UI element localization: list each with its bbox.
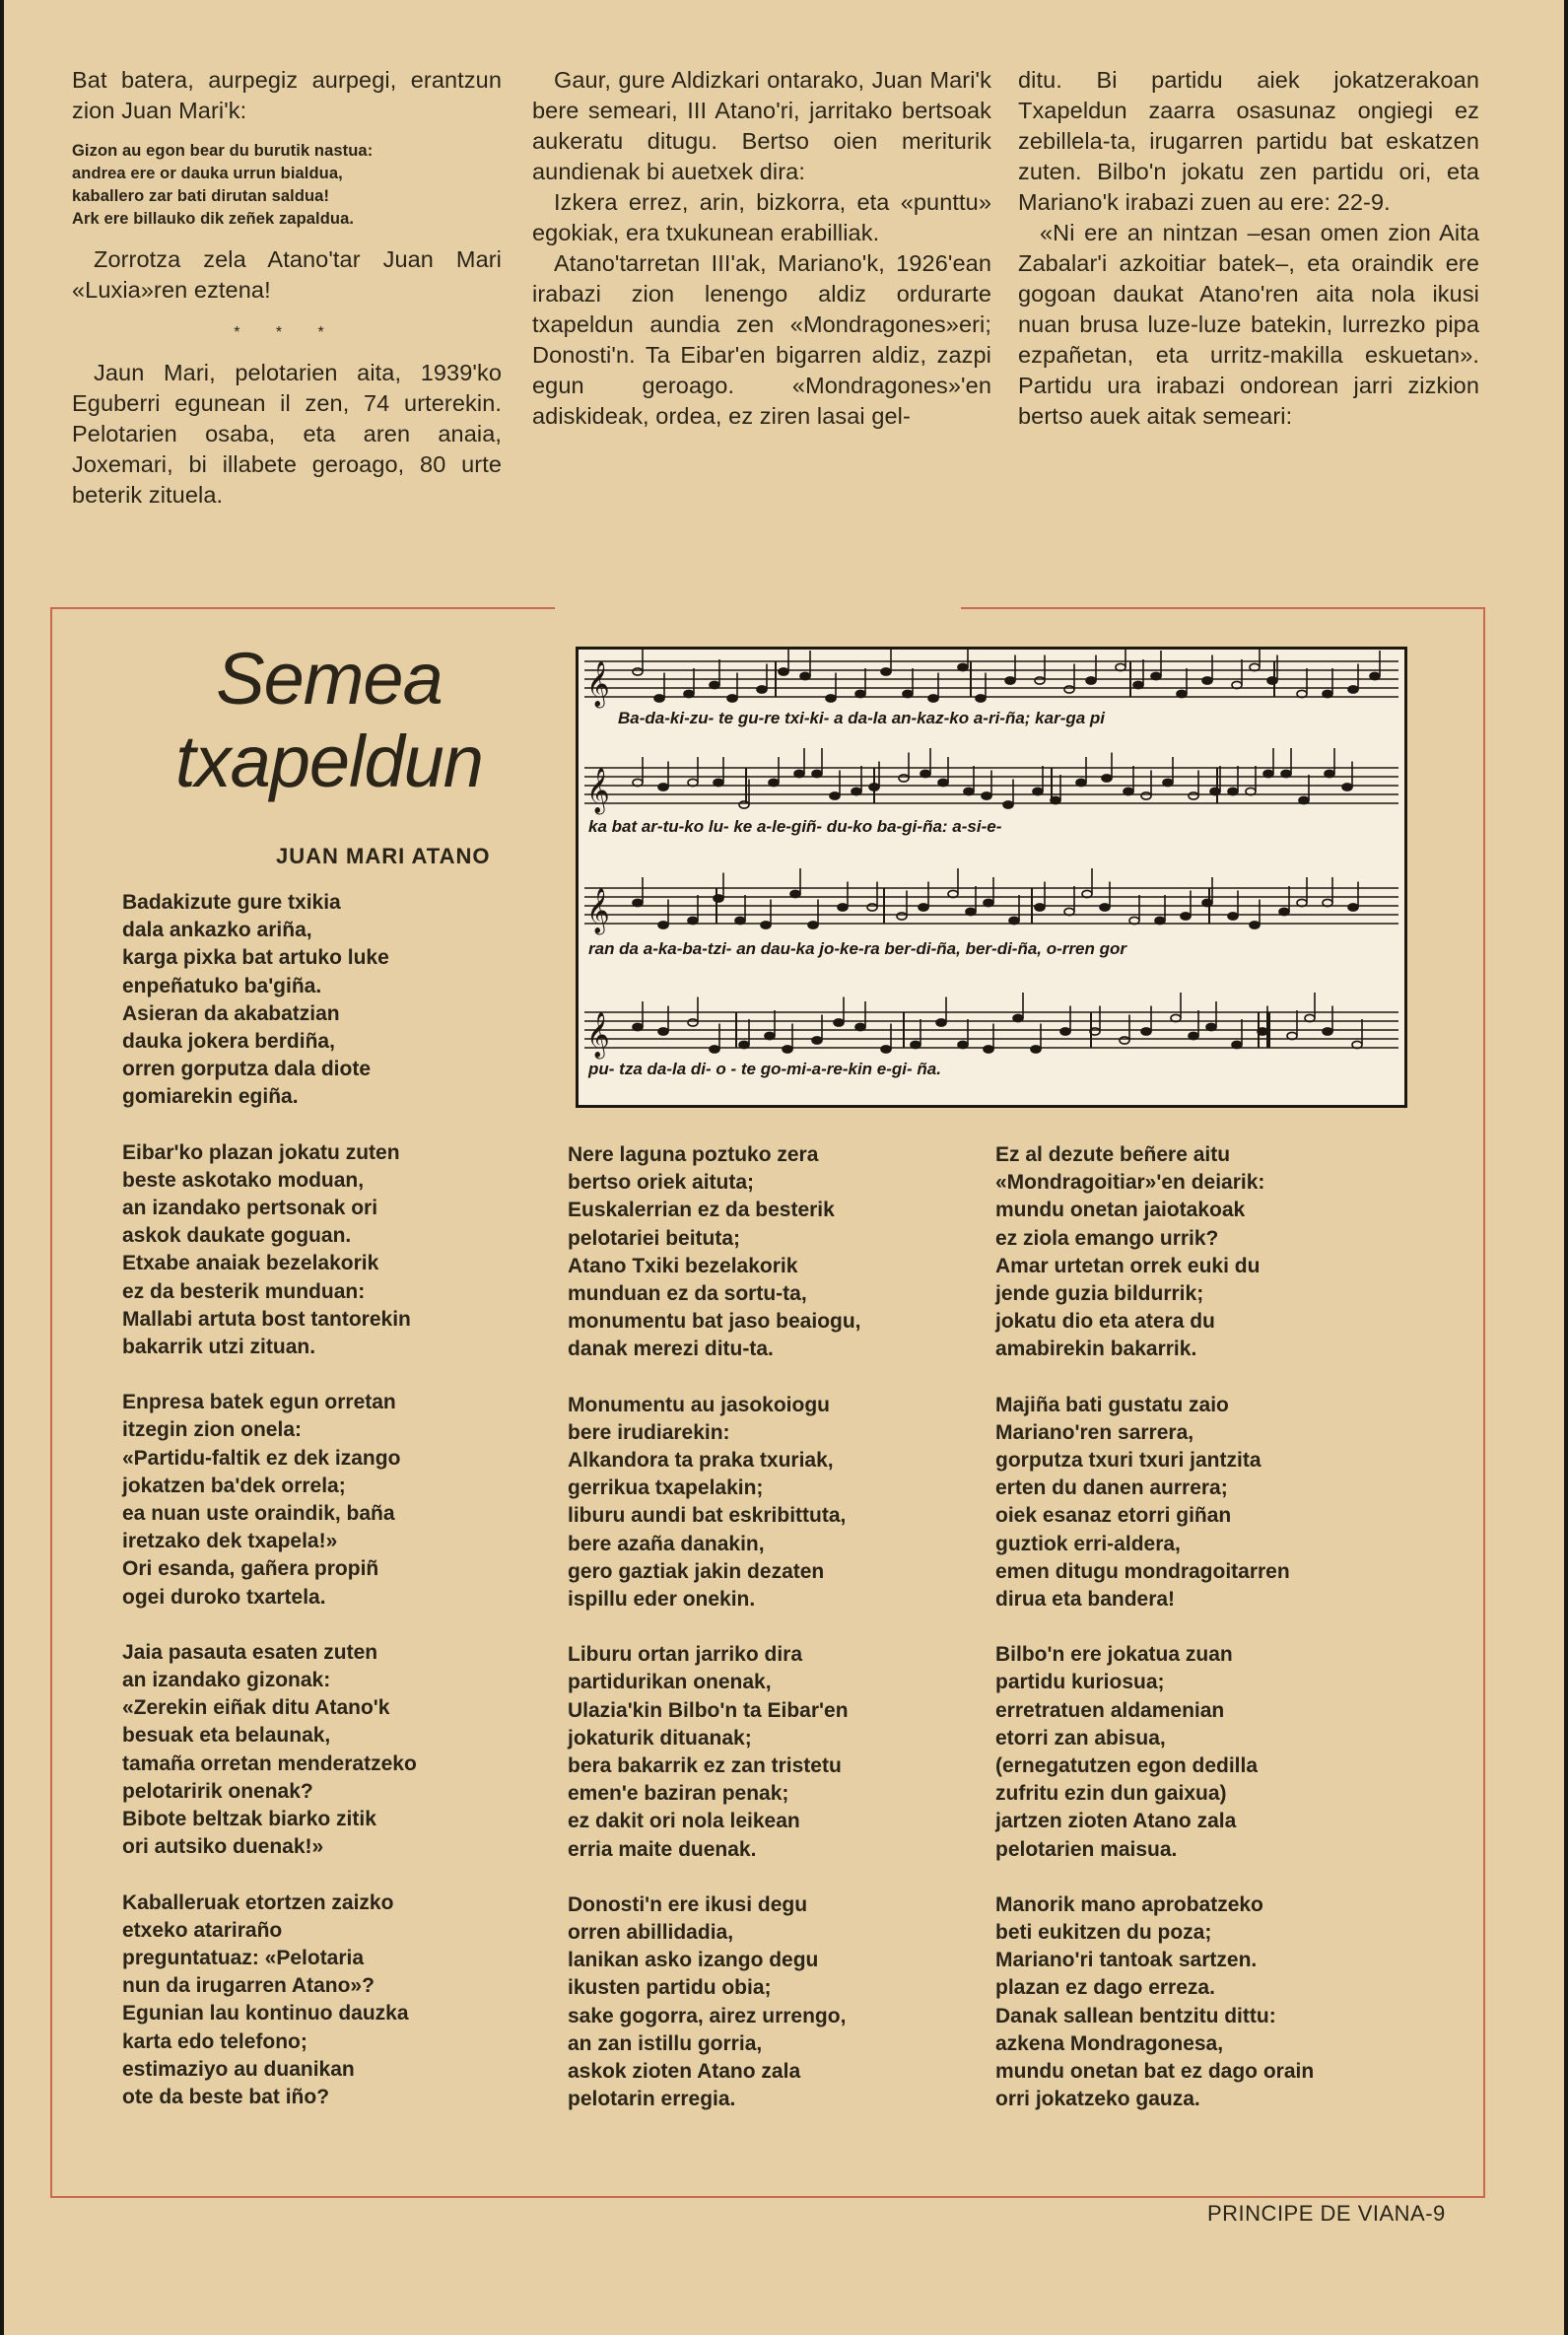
- verse-line: bertso oriek aituta;: [568, 1171, 755, 1195]
- verse-line: nun da irugarren Atano»?: [122, 1974, 375, 1998]
- note-head: [1189, 1032, 1198, 1039]
- note-head: [1342, 784, 1352, 790]
- note-head: [633, 668, 643, 675]
- stanza: [122, 1389, 556, 1612]
- note-head: [920, 770, 930, 777]
- note-head: [1206, 1023, 1216, 1030]
- verse-line: an izandako gizonak:: [122, 1669, 331, 1692]
- note-head: [1141, 1028, 1151, 1035]
- note-head: [897, 913, 907, 920]
- verse-line: ez dakit ori nola leikean: [568, 1810, 800, 1833]
- verse-line: azkena Mondragonesa,: [995, 2031, 1224, 2055]
- quote-line: Gizon au egon bear du burutik nastua:: [72, 142, 374, 160]
- verse-line: Mariano'ren sarrera,: [995, 1420, 1194, 1444]
- note-head: [1370, 672, 1380, 679]
- note-head: [633, 1023, 643, 1030]
- note-head: [1202, 677, 1212, 684]
- stanza: [122, 1889, 556, 2112]
- note-head: [838, 904, 848, 911]
- note-head: [958, 663, 968, 670]
- note-head: [688, 1019, 698, 1026]
- verse-line: tamaña orretan menderatzeko: [122, 1751, 417, 1775]
- stanza: [995, 1392, 1429, 1614]
- quote-line: Ark ere billauko dik zeñek zapaldua.: [72, 210, 355, 228]
- svg-text:𝄞: 𝄞: [586, 888, 610, 933]
- paragraph: «Ni ere an nintzan –esan omen zion Aita Zabalar'i azkoitiar batek–, eta oraindik ere gogoan daukat Atano'ren aita nola ikusi nuan brusa luze-luze batekin, lurrezko pipa ezpañetan, eta urritz-makilla eskuetan». Partidu ura irabazi ondorean jarri zizkion bertso auek aitak semeari:: [1018, 220, 1479, 429]
- note-head: [1133, 681, 1143, 688]
- verse-line: Asieran da akabatzian: [122, 1001, 340, 1025]
- verse-line: «Zerekin eiñak ditu Atano'k: [122, 1696, 390, 1720]
- note-head: [881, 668, 891, 675]
- note-head: [727, 695, 737, 702]
- paragraph: Jaun Mari, pelotarien aita, 1939'ko Eguberri egunean il zen, 74 urterekin. Pelotarien osaba, eta aren anaia, Joxemari, bi illabete geroago, 80 urte beterik zituela.: [72, 360, 502, 508]
- verse-line: ori autsiko duenak!»: [122, 1835, 324, 1859]
- note-head: [1210, 788, 1220, 794]
- verse-line: an izandako pertsonak ori: [122, 1197, 378, 1220]
- note-head: [1299, 796, 1309, 803]
- note-head: [1348, 686, 1358, 693]
- verse-line: liburu aundi bat eskribittuta,: [568, 1504, 847, 1528]
- verses-middle: [568, 1141, 1001, 2142]
- verse-line: Ori esanda, gañera propiñ: [122, 1557, 379, 1581]
- column-2: [532, 65, 991, 432]
- note-head: [1076, 779, 1086, 786]
- magazine-page: [4, 0, 1564, 2335]
- verse-line: ispillu eder onekin.: [568, 1588, 756, 1612]
- note-head: [710, 1046, 719, 1053]
- note-head: [966, 908, 976, 915]
- verse-line: preguntatuaz: «Pelotaria: [122, 1946, 365, 1969]
- note-head: [826, 695, 836, 702]
- note-head: [903, 690, 913, 697]
- svg-text:𝄞: 𝄞: [586, 768, 610, 813]
- note-head: [855, 1023, 865, 1030]
- note-head: [688, 917, 698, 924]
- verse-line: orren abillidadia,: [568, 1921, 734, 1945]
- music-lyric-line: pu- tza da-la di- o - te go-mi-a-re-kin e-gi- ña.: [588, 1060, 941, 1078]
- paragraph: Bat batera, aurpegiz aurpegi, erantzun zion Juan Mari'k:: [72, 67, 502, 123]
- paragraph: Zorrotza zela Atano'tar Juan Mari «Luxia»ren eztena!: [72, 246, 502, 303]
- note-head: [633, 899, 643, 906]
- note-head: [976, 695, 986, 702]
- note-head: [1177, 690, 1187, 697]
- verse-line: munduan ez da sortu-ta,: [568, 1282, 807, 1306]
- note-head: [684, 690, 694, 697]
- verse-line: gorputza txuri txuri jantzita: [995, 1449, 1261, 1473]
- verse-line: beste askotako moduan,: [122, 1168, 365, 1192]
- verse-line: pelotarin erregia.: [568, 2088, 736, 2111]
- note-head: [658, 784, 668, 790]
- verse-line: Atano Txiki bezelakorik: [568, 1254, 798, 1277]
- note-head: [984, 1046, 993, 1053]
- paragraph: Gaur, gure Aldizkari ontarako, Juan Mari'k bere semeari, III Atano'ri, jarritako bertsoak aukeratu ditugu. Bertso oien meriturik aundienak bi auetxek dira:: [532, 67, 991, 184]
- paragraph: ditu. Bi partidu aiek jokatzerakoan Txapeldun zaarra osasunaz ongiegi ez zebillela-ta, irugarren partidu bat eskatzen zuten. Bilbo'n jokatu zen partidu ori, eta Mariano'k irabazi zuen au ere: 22-9.: [1018, 67, 1479, 215]
- note-head: [1003, 801, 1013, 808]
- note-head: [1323, 1028, 1332, 1035]
- note-head: [1051, 796, 1060, 803]
- verse-line: pelotarien maisua.: [995, 1837, 1178, 1861]
- verse-line: Egunian lau kontinuo dauzka: [122, 2002, 409, 2026]
- poem-title: Semea txapeldun: [175, 638, 483, 802]
- verse-line: beti eukitzen du poza;: [995, 1921, 1212, 1945]
- verse-line: Badakizute gure txikia: [122, 891, 341, 914]
- verse-line: enpeñatuko ba'giña.: [122, 974, 322, 997]
- verse-line: erten du danen aurrera;: [995, 1477, 1228, 1500]
- verse-line: gerrikua txapelakin;: [568, 1477, 764, 1500]
- note-head: [812, 1037, 822, 1044]
- note-head: [790, 890, 800, 897]
- verse-line: Liburu ortan jarriko dira: [568, 1643, 803, 1667]
- verse-line: Euskalerrian ez da besterik: [568, 1199, 835, 1222]
- verse-line: «Mondragoitiar»'en deiarik:: [995, 1171, 1265, 1195]
- note-head: [1279, 908, 1289, 915]
- note-head: [899, 775, 909, 782]
- column-3: [1018, 65, 1479, 432]
- verse-line: jokaturik dituanak;: [568, 1726, 752, 1750]
- verse-line: erretratuen aldamenian: [995, 1698, 1225, 1722]
- note-head: [769, 779, 779, 786]
- note-head: [1035, 677, 1045, 684]
- verse-line: Eibar'ko plazan jokatu zuten: [122, 1140, 400, 1164]
- note-head: [1323, 690, 1332, 697]
- verse-line: Jaia pasauta esaten zuten: [122, 1640, 378, 1664]
- verse-line: askok daukate goguan.: [122, 1224, 352, 1248]
- note-head: [1348, 904, 1358, 911]
- verse-line: Enpresa batek egun orretan: [122, 1391, 396, 1414]
- note-head: [1033, 788, 1043, 794]
- verse-line: erria maite duenak.: [568, 1837, 757, 1861]
- verse-line: guztiok erri-aldera,: [995, 1532, 1181, 1555]
- note-head: [765, 1032, 775, 1039]
- verse-line: Bibote beltzak biarko zitik: [122, 1808, 376, 1831]
- verse-line: emen ditugu mondragoitarren: [995, 1559, 1290, 1583]
- verse-line: itzegin zion onela:: [122, 1418, 302, 1442]
- note-head: [1189, 792, 1198, 799]
- verse-line: pelotariei beituta;: [568, 1226, 741, 1250]
- note-head: [852, 788, 861, 794]
- verse-line: bere azaña danakin,: [568, 1532, 765, 1555]
- stanza: [568, 1891, 1001, 2114]
- note-head: [964, 788, 974, 794]
- verse-line: emen'e baziran penak;: [568, 1782, 789, 1806]
- verse-line: Alkandora ta praka txuriak,: [568, 1449, 834, 1473]
- stanza: [122, 889, 556, 1112]
- note-head: [958, 1041, 968, 1048]
- note-head: [783, 1046, 792, 1053]
- note-head: [869, 784, 879, 790]
- note-head: [654, 695, 664, 702]
- verse-line: karga pixka bat artuko luke: [122, 946, 389, 970]
- verse-line: Monumentu au jasokoiogu: [568, 1393, 830, 1416]
- svg-text:𝄞: 𝄞: [586, 1012, 610, 1058]
- verse-line: ogei duroko txartela.: [122, 1585, 326, 1609]
- verse-line: pelotaririk onenak?: [122, 1779, 313, 1803]
- note-head: [1202, 899, 1212, 906]
- verse-line: mundu onetan bat ez dago orain: [995, 2060, 1315, 2084]
- quoted-verse: [72, 140, 502, 231]
- music-score: [576, 647, 1407, 1108]
- note-head: [1151, 672, 1161, 679]
- verse-line: ea nuan uste oraindik, baña: [122, 1502, 395, 1526]
- verse-line: oiek esanaz etorri giñan: [995, 1504, 1232, 1528]
- verse-line: partidu kuriosua;: [995, 1671, 1165, 1694]
- note-head: [1228, 788, 1238, 794]
- verses-right: [995, 1141, 1429, 2142]
- stanza: [122, 1639, 556, 1862]
- verse-line: jokatu dio eta atera du: [995, 1310, 1215, 1334]
- note-head: [1263, 770, 1273, 777]
- music-lyric-line: ka bat ar-tu-ko lu- ke a-le-giñ- du-ko ba-gi-ña: a-si-e-: [588, 817, 1002, 836]
- stanza: [995, 1891, 1429, 2114]
- note-head: [761, 922, 771, 928]
- paragraph: Atano'tarretan III'ak, Mariano'k, 1926'ean irabazi zion lenengo aldiz ordurarte txapeldun aundia zen «Mondragones»eri; Donosti'n. Ta Eibar'en bigarren aldiz, zazpi egun geroago. «Mondragones»'en adiskideak, ordea, ez ziren lasai gel-: [532, 250, 991, 429]
- note-head: [658, 922, 668, 928]
- verse-line: dala ankazko ariña,: [122, 919, 312, 942]
- note-head: [1031, 1046, 1041, 1053]
- verse-line: dauka jokera berdiña,: [122, 1030, 335, 1054]
- verse-line: orri jokatzeko gauza.: [995, 2088, 1200, 2111]
- verse-line: monumentu bat jaso beaiogu,: [568, 1310, 861, 1334]
- verse-line: etxeko atariraño: [122, 1918, 283, 1942]
- note-head: [739, 1041, 749, 1048]
- note-head: [867, 904, 877, 911]
- verse-line: bere irudiarekin:: [568, 1420, 730, 1444]
- stanza: [122, 1139, 556, 1362]
- stanza: [568, 1641, 1001, 1864]
- verse-line: bakarrik utzi zituan.: [122, 1336, 316, 1359]
- note-head: [984, 899, 993, 906]
- note-head: [1181, 913, 1191, 920]
- stanza: [568, 1392, 1001, 1614]
- note-head: [830, 792, 840, 799]
- stanza: [568, 1141, 1001, 1364]
- poem-author: JUAN MARI ATANO: [276, 844, 491, 868]
- note-head: [834, 1019, 844, 1026]
- note-head: [714, 779, 723, 786]
- note-head: [1163, 779, 1173, 786]
- note-head: [855, 690, 865, 697]
- verse-line: ote da beste bat iño?: [122, 2085, 330, 2108]
- note-head: [1124, 788, 1133, 794]
- note-head: [1250, 922, 1260, 928]
- note-head: [1281, 770, 1291, 777]
- stanza: [995, 1641, 1429, 1864]
- verse-line: danak merezi ditu-ta.: [568, 1338, 774, 1361]
- verse-line: Kaballeruak etortzen zaizko: [122, 1890, 394, 1914]
- note-head: [1141, 792, 1151, 799]
- verse-line: Majiña bati gustatu zaio: [995, 1393, 1229, 1416]
- verse-line: Etxabe anaiak bezelakorik: [122, 1252, 379, 1275]
- verse-line: amabirekin bakarrik.: [995, 1338, 1197, 1361]
- verse-line: etorri zan abisua,: [995, 1726, 1166, 1750]
- note-head: [794, 770, 804, 777]
- verse-line: Nere laguna poztuko zera: [568, 1143, 819, 1166]
- verse-line: gero gaztiak jakin dezaten: [568, 1559, 825, 1583]
- note-head: [911, 1041, 920, 1048]
- verse-line: ez da besterik munduan:: [122, 1279, 366, 1303]
- paragraph: Izkera errez, arin, bizkorra, eta «punttu» egokiak, era txukunean erabilliak.: [532, 189, 991, 245]
- note-head: [1086, 677, 1096, 684]
- verse-line: Manorik mano aprobatzeko: [995, 1892, 1263, 1916]
- verse-line: sake gogorra, airez urrengo,: [568, 2004, 847, 2027]
- note-head: [1155, 917, 1165, 924]
- verse-line: bera bakarrik ez zan tristetu: [568, 1754, 842, 1778]
- note-head: [1258, 1028, 1267, 1035]
- verse-line: plazan ez dago erreza.: [995, 1976, 1215, 2000]
- note-head: [1100, 904, 1110, 911]
- note-head: [779, 668, 788, 675]
- note-head: [735, 917, 745, 924]
- section-separator: * * *: [234, 324, 340, 341]
- music-lyric-line: ran da a-ka-ba-tzi- an dau-ka jo-ke-ra ber-di-ña, ber-di-ña, o-rren gor: [588, 939, 1126, 958]
- note-head: [710, 681, 719, 688]
- verse-line: jende guzia bildurrik;: [995, 1282, 1204, 1306]
- verse-line: askok zioten Atano zala: [568, 2060, 801, 2084]
- verse-line: orren gorputza dala diote: [122, 1058, 372, 1081]
- note-head: [1064, 686, 1074, 693]
- note-head: [757, 686, 767, 693]
- verse-line: (ernegatutzen egon dedilla: [995, 1754, 1259, 1778]
- verse-line: ez ziola emango urrik?: [995, 1226, 1219, 1250]
- svg-text:𝄞: 𝄞: [586, 661, 610, 707]
- verse-line: jokatzen ba'dek orrela;: [122, 1474, 346, 1497]
- note-head: [800, 672, 810, 679]
- note-head: [1325, 770, 1334, 777]
- note-head: [1013, 1014, 1023, 1021]
- verse-line: Ez al dezute beñere aitu: [995, 1143, 1231, 1166]
- quote-line: andrea ere or dauka urrun bialdua,: [72, 165, 343, 182]
- note-head: [1267, 677, 1277, 684]
- verse-line: dirua eta bandera!: [995, 1588, 1176, 1612]
- note-head: [919, 904, 928, 911]
- note-head: [739, 801, 749, 808]
- note-head: [812, 770, 822, 777]
- verse-line: mundu onetan jaiotakoak: [995, 1199, 1246, 1222]
- note-head: [938, 779, 948, 786]
- note-head: [808, 922, 818, 928]
- stanza: [995, 1141, 1429, 1364]
- verse-line: besuak eta belaunak,: [122, 1724, 331, 1748]
- note-head: [982, 792, 991, 799]
- verse-line: lanikan asko izango degu: [568, 1949, 819, 1972]
- note-head: [881, 1046, 891, 1053]
- verse-line: karta edo telefono;: [122, 2029, 307, 2053]
- verses-left: [122, 889, 556, 2139]
- verse-line: Amar urtetan orrek euki du: [995, 1254, 1261, 1277]
- verse-line: zufritu ezin dun gaixua): [995, 1782, 1227, 1806]
- note-head: [1102, 775, 1112, 782]
- quote-line: kaballero zar bati dirutan saldua!: [72, 187, 330, 205]
- note-head: [1228, 913, 1238, 920]
- note-head: [928, 695, 938, 702]
- page-footer: PRINCIPE DE VIANA-9: [1207, 2201, 1446, 2226]
- music-lyric-line: Ba-da-ki-zu- te gu-re txi-ki- a da-la an-kaz-ko a-ri-ña; kar-ga pi: [618, 709, 1106, 727]
- note-head: [1232, 1041, 1242, 1048]
- verse-line: Ulazia'kin Bilbo'n ta Eibar'en: [568, 1698, 849, 1722]
- verse-line: Donosti'n ere ikusi degu: [568, 1892, 808, 1916]
- note-head: [1005, 677, 1015, 684]
- note-head: [658, 1028, 668, 1035]
- verse-line: ikusten partidu obia;: [568, 1976, 772, 2000]
- verse-line: jartzen zioten Atano zala: [995, 1810, 1237, 1833]
- note-head: [714, 895, 723, 902]
- verse-line: gomiarekin egiña.: [122, 1085, 299, 1109]
- note-head: [1060, 1028, 1070, 1035]
- verse-line: iretzako dek txapela!»: [122, 1530, 338, 1553]
- verse-line: Bilbo'n ere jokatua zuan: [995, 1643, 1233, 1667]
- verse-line: Mallabi artuta bost tantorekin: [122, 1307, 411, 1331]
- column-1: [72, 65, 502, 511]
- verse-line: partidurikan onenak,: [568, 1671, 772, 1694]
- note-head: [1035, 904, 1045, 911]
- verse-line: Mariano'ri tantoak sartzen.: [995, 1949, 1258, 1972]
- note-head: [936, 1019, 946, 1026]
- note-head: [1120, 1037, 1129, 1044]
- verse-line: Danak sallean bentzitu dittu:: [995, 2004, 1276, 2027]
- verse-line: «Partidu-faltik ez dek izango: [122, 1446, 401, 1470]
- note-head: [1009, 917, 1019, 924]
- verse-line: an zan istillu gorria,: [568, 2031, 763, 2055]
- verse-line: estimaziyo au duanikan: [122, 2057, 355, 2081]
